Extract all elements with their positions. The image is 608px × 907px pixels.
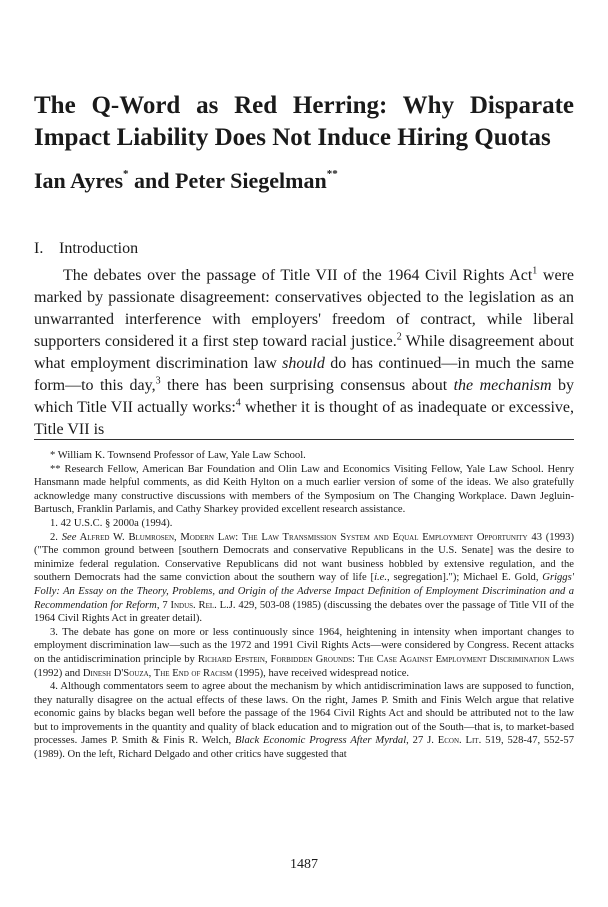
- page-number: 1487: [290, 857, 318, 872]
- footnote-text: (1992) and: [34, 667, 83, 679]
- footnote-text: (1995), have received widespread notice.: [232, 667, 410, 679]
- footnote-text: , 7: [156, 599, 171, 611]
- footnote-text: 3. The debate has gone on more or less continuously since 1964, heightening in intensity when important changes to employment discrimination law—such as the 1972 and 1991 Civil Rights Acts—were considered by Congress. Recent attacks on the antidiscrimination principle by: [34, 626, 574, 665]
- body-paragraph: [34, 265, 574, 441]
- body-text-run: While disagreement about what employment discrimination law: [34, 333, 574, 372]
- author-ayres: Ian Ayres: [34, 168, 124, 193]
- citation-book: Richard Epstein, Forbidden Grounds: The Case Against Employment Discrimination Laws: [197, 653, 574, 665]
- article-authors: [34, 168, 338, 194]
- footnote-1: 1. 42 U.S.C. § 2000a (1994).: [50, 517, 173, 529]
- footnote-text: 4. Although commentators seem to agree about the mechanism by which antidiscrimination laws are supposed to function, they naturally disagree on the actual effects of these laws. On the right, James P. Smith and Finis Welch argue that relative economic gains by blacks began well before the passage of the 1964 Civil Rights Act and should be attributed not to the law but to improvements in the quantity and quality of black education and to migration out of the South—that is, to market-based processes. James P. Smith & Finis R. Welch,: [34, 681, 574, 747]
- citation-journal: Indus. Rel. L.J.: [170, 599, 236, 611]
- footnote-ref-3[interactable]: 3: [155, 375, 161, 387]
- body-text-run: The debates over the passage of Title VII of the 1964 Civil Rights Act: [63, 267, 533, 284]
- footnote-star: * William K. Townsend Professor of Law, Yale Law School.: [50, 450, 306, 461]
- emphasis-mechanism: the mechanism: [453, 377, 552, 394]
- body-text-run: whether it is thought of as inadequate or excessive, Title VII is: [34, 399, 574, 438]
- section-number: I.: [34, 240, 44, 257]
- section-heading: [34, 240, 138, 258]
- footnote-ref-4[interactable]: 4: [235, 397, 241, 409]
- footnote-double-star: ** Research Fellow, American Bar Foundation and Olin Law and Economics Visiting Fellow, Yale Law School. Henry Hansmann made helpful comments, as did Keith Hylton on a much earlier version of some of the ideas. We also gratefully acknowledge many constructive discussions with members of the Symposium on The Changing Workplace. Dawn Jegluin-Bartusch, Franklin Parlamis, and Cathy Sharkey provided excellent research assistance.: [34, 463, 574, 516]
- footnote-text: 519, 528-47, 552-57 (1989). On the left, Richard Delgado and other critics have suggested that: [34, 735, 574, 761]
- body-text-run: do has continued—in much the same form—to this day,: [34, 355, 574, 394]
- body-text-run: were marked by passionate disagreement: conservatives objected to the legislation as an unwarranted interference with employers' freedom of contract, while liberal supporters considered it a first step toward racial justice.: [34, 267, 574, 350]
- footnotes: [34, 449, 574, 762]
- footnote-text: 429, 503-08 (1985) (discussing the debates over the passage of Title VII of the 1964 Civil Rights Act in greater detail).: [34, 599, 574, 625]
- footnote-ref-1[interactable]: 1: [532, 265, 538, 277]
- footnote-divider: [34, 439, 574, 440]
- footnote-text: 2.: [50, 531, 62, 543]
- signal-see: See: [61, 531, 77, 543]
- author-siegelman: Peter Siegelman: [175, 168, 327, 193]
- footnote-mark-star[interactable]: *: [123, 167, 129, 180]
- section-title: Introduction: [59, 240, 139, 257]
- footnote-4: [34, 680, 574, 762]
- body-text-run: by which Title VII actually works:: [34, 377, 575, 416]
- author-conjunction: and: [134, 168, 170, 193]
- footnote-text: 43 (1993) ("The common ground between [southern Democrats and conservative Republicans in the U.S. Senate] was the desire to minimize federal regulation. Conservative Republicans did not want business hobbled by extensive regulation, and the southern Democrats had the same conviction about the southern way of life [: [34, 531, 575, 584]
- citation-journal: J. Econ. Lit.: [427, 735, 482, 747]
- footnote-ref-2[interactable]: 2: [396, 331, 402, 343]
- footnote-mark-double-star[interactable]: **: [326, 167, 338, 180]
- citation-article-title: Griggs' Folly: An Essay on the Theory, Problems, and Origin of the Adverse Impact Definition of Employment Discrimination and a Recommendation for Reform: [34, 572, 574, 611]
- citation-book: Dinesh D'Souza, The End of Racism: [82, 667, 233, 679]
- footnote-3: [34, 626, 574, 680]
- footnote-text: , segregation]."); Michael E. Gold,: [387, 572, 543, 584]
- footnote-2: [34, 531, 574, 626]
- body-text-run: there has been surprising consensus about: [160, 377, 454, 394]
- footnote-text: , 27: [406, 735, 428, 747]
- article-title: The Q-Word as Red Herring: Why Disparate Impact Liability Does Not Induce Hiring Quotas: [34, 92, 574, 151]
- emphasis-should: should: [282, 355, 325, 372]
- citation-book: Alfred W. Blumrosen, Modern Law: The Law Transmission System and Equal Employment Opportunity: [76, 531, 528, 543]
- citation-article-title: Black Economic Progress After Myrdal: [235, 735, 407, 747]
- emphasis-ie: i.e.: [374, 572, 388, 584]
